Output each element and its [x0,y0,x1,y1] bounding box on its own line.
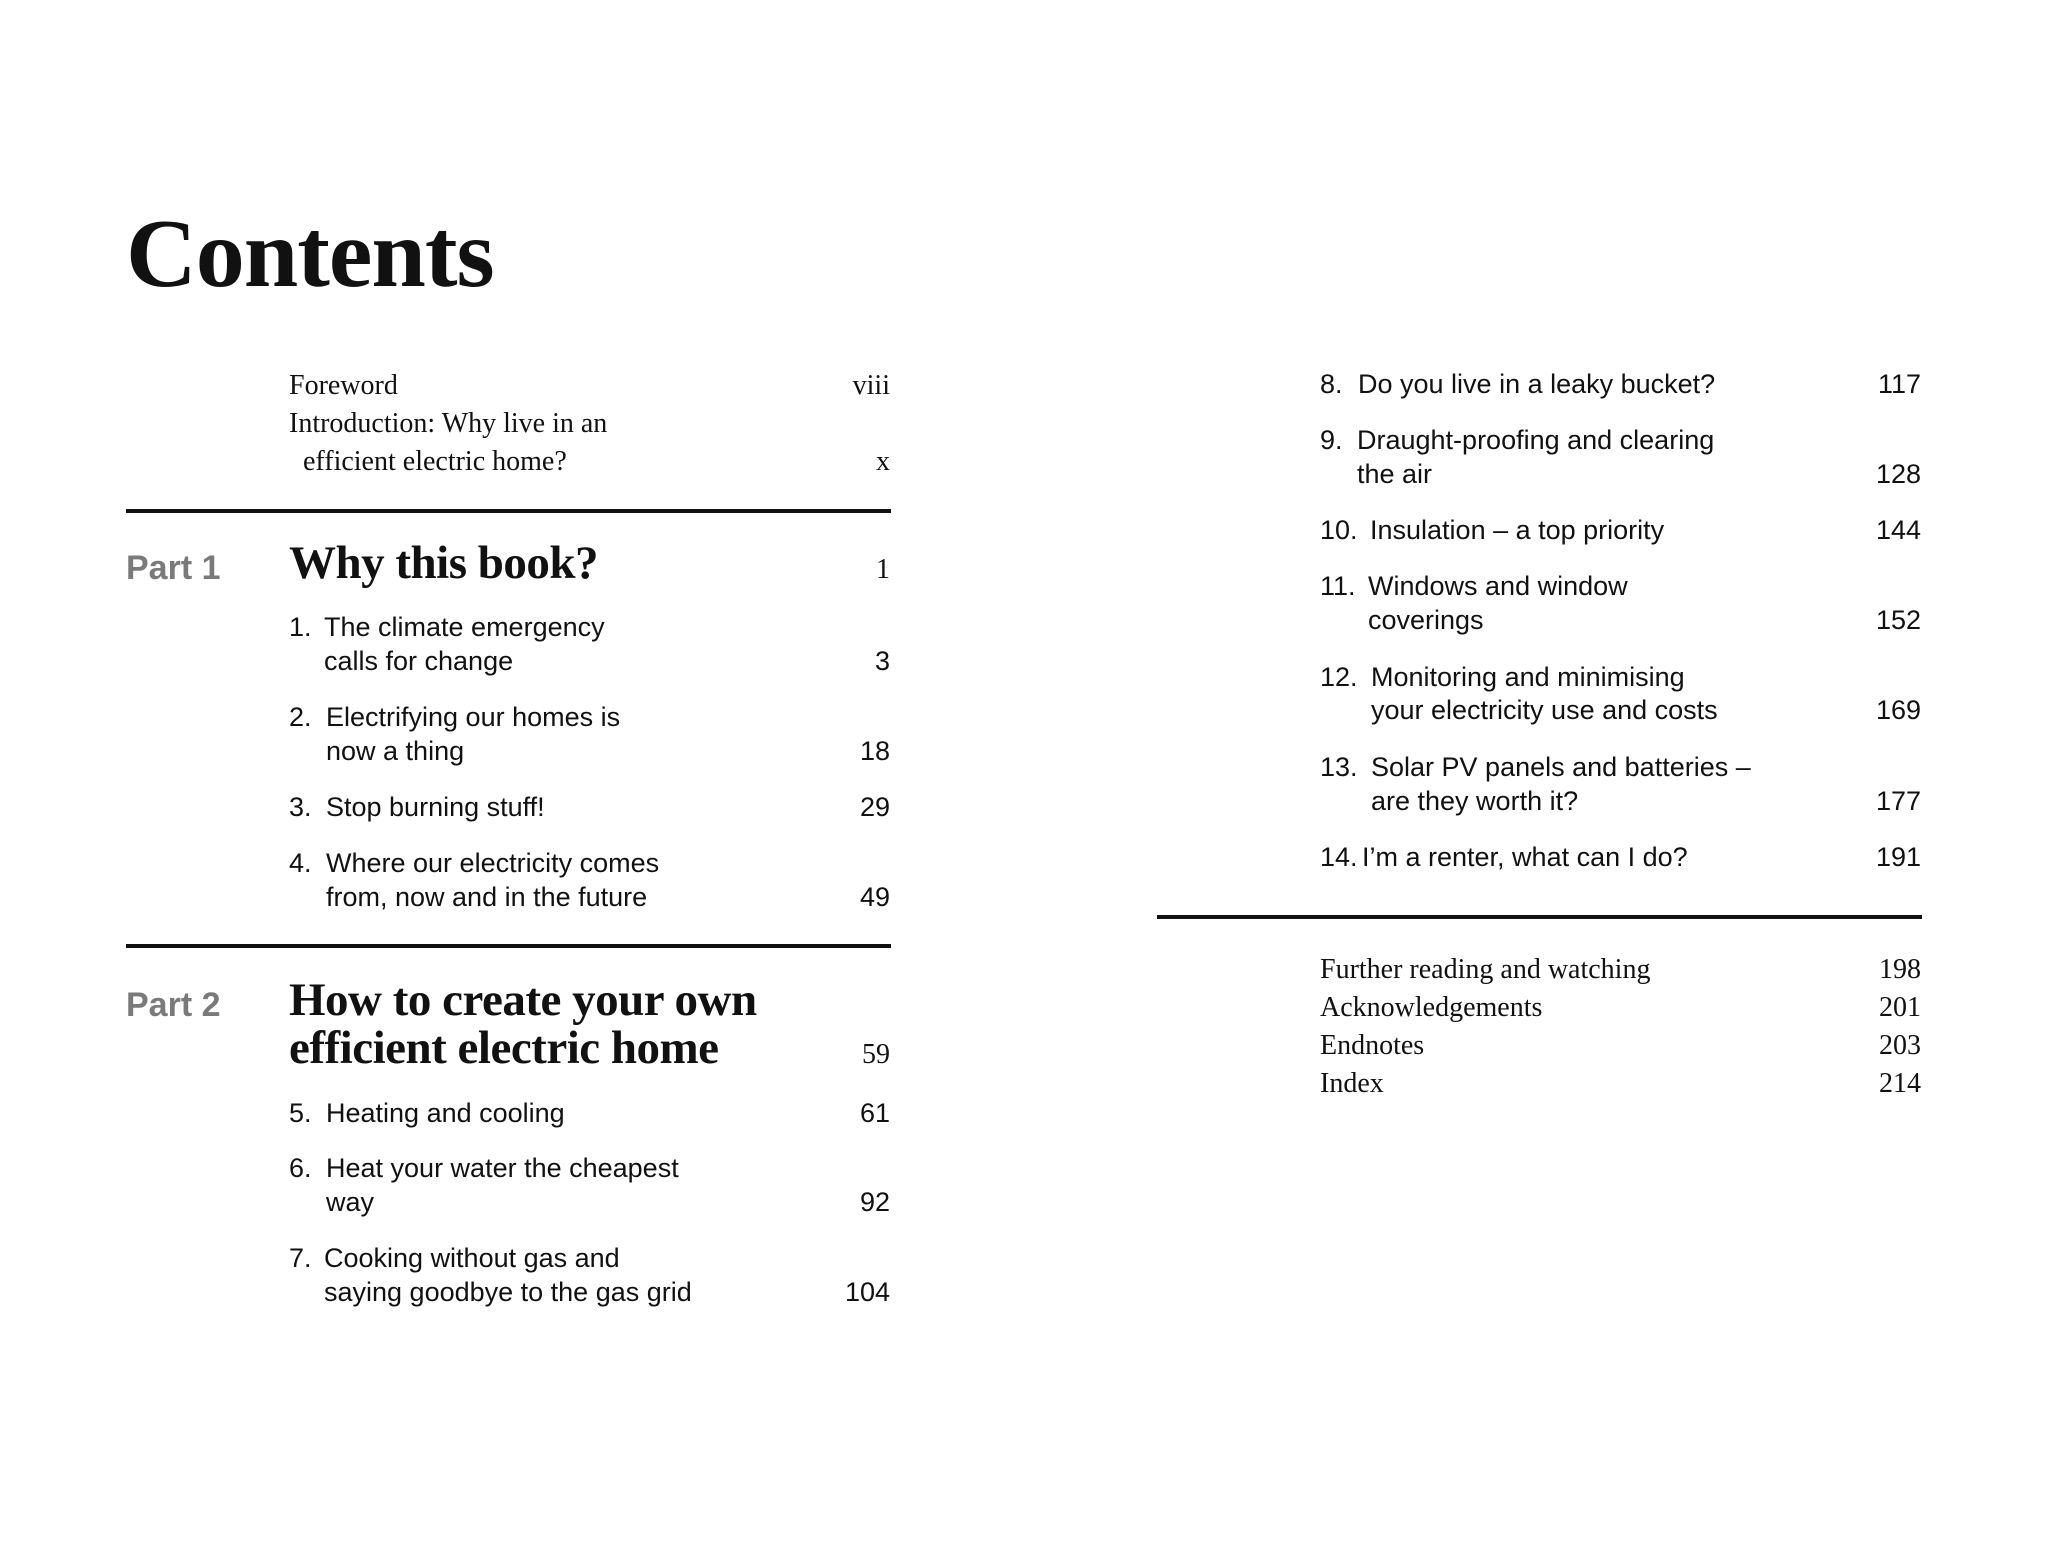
chapter-page: 152 [1875,605,1921,635]
chapter-title[interactable]: Cooking without gas and [324,1243,620,1273]
chapter-page: 117 [1877,369,1921,399]
chapter-page: 169 [1875,695,1921,725]
toc-page: 203 [1879,1030,1921,1061]
chapter-title-line2[interactable]: from, now and in the future [326,882,648,912]
chapter-number: 13. [1320,752,1358,782]
chapter-page: 104 [844,1277,890,1307]
chapter-number: 8. [1320,369,1343,399]
chapter-number: 10. [1320,515,1358,545]
chapter-page: 92 [859,1187,890,1217]
toc-entry-acknowledgements[interactable]: Acknowledgements [1320,992,1543,1023]
chapter-title-line2[interactable]: saying goodbye to the gas grid [324,1277,692,1307]
chapter-title[interactable]: Monitoring and minimising [1371,662,1685,692]
chapter-number: 12. [1320,662,1358,692]
chapter-number: 14. [1320,842,1358,872]
chapter-title-line2[interactable]: coverings [1368,605,1484,635]
chapter-title-line2[interactable]: your electricity use and costs [1371,695,1718,725]
part-page: 59 [862,1039,890,1070]
toc-page: 198 [1879,954,1921,985]
chapter-page: 29 [859,792,890,822]
part-title[interactable]: How to create your own [289,974,757,1026]
toc-entry-further-reading[interactable]: Further reading and watching [1320,954,1651,985]
chapter-page: 61 [859,1098,890,1128]
chapter-number: 7. [289,1243,312,1273]
chapter-number: 3. [289,792,312,822]
chapter-title[interactable]: Where our electricity comes [326,848,660,878]
chapter-page: 128 [1875,459,1921,489]
part-label: Part 1 [126,549,221,587]
part-title-line2[interactable]: efficient electric home [289,1022,719,1074]
chapter-number: 11. [1320,571,1356,601]
part-label: Part 2 [126,986,221,1024]
chapter-number: 6. [289,1153,312,1183]
chapter-title-line2[interactable]: way [326,1187,375,1217]
chapter-title-line2[interactable]: now a thing [326,736,465,766]
page-title: Contents [126,200,494,308]
chapter-title[interactable]: I’m a renter, what can I do? [1362,842,1688,872]
chapter-page: 191 [1875,842,1921,872]
chapter-title[interactable]: Insulation – a top priority [1370,515,1665,545]
chapter-title[interactable]: Stop burning stuff! [326,792,545,822]
part-page: 1 [876,554,890,585]
toc-entry-endnotes[interactable]: Endnotes [1320,1030,1425,1061]
chapter-title-line2[interactable]: are they worth it? [1371,786,1579,816]
chapter-page: 144 [1875,515,1921,545]
chapter-number: 2. [289,702,312,732]
chapter-page: 49 [859,882,890,912]
toc-page-foreword: viii [852,370,890,401]
divider [126,944,891,948]
toc-entry-index[interactable]: Index [1320,1068,1384,1099]
chapter-title[interactable]: Solar PV panels and batteries – [1371,752,1751,782]
chapter-title[interactable]: Heat your water the cheapest [326,1153,679,1183]
chapter-page: 177 [1875,786,1921,816]
chapter-title[interactable]: Windows and window [1368,571,1628,601]
toc-page-introduction: x [876,446,890,477]
divider [1157,915,1922,919]
toc-page: 201 [1879,992,1921,1023]
chapter-title[interactable]: The climate emergency [324,612,605,642]
chapter-title[interactable]: Draught-proofing and clearing [1357,425,1715,455]
chapter-page: 3 [874,646,890,676]
chapter-title[interactable]: Do you live in a leaky bucket? [1358,369,1716,399]
toc-entry-introduction-line2[interactable]: efficient electric home? [303,446,567,477]
divider [126,509,891,513]
chapter-title-line2[interactable]: the air [1357,459,1433,489]
chapter-page: 18 [859,736,890,766]
chapter-number: 1. [289,612,312,642]
chapter-title[interactable]: Electrifying our homes is [326,702,621,732]
chapter-number: 9. [1320,425,1343,455]
chapter-number: 4. [289,848,312,878]
part-title[interactable]: Why this book? [289,537,599,589]
chapter-title-line2[interactable]: calls for change [324,646,514,676]
chapter-number: 5. [289,1098,312,1128]
toc-page: 214 [1879,1068,1921,1099]
toc-entry-foreword[interactable]: Foreword [289,370,398,401]
toc-entry-introduction[interactable]: Introduction: Why live in an [289,408,608,439]
chapter-title[interactable]: Heating and cooling [326,1098,565,1128]
